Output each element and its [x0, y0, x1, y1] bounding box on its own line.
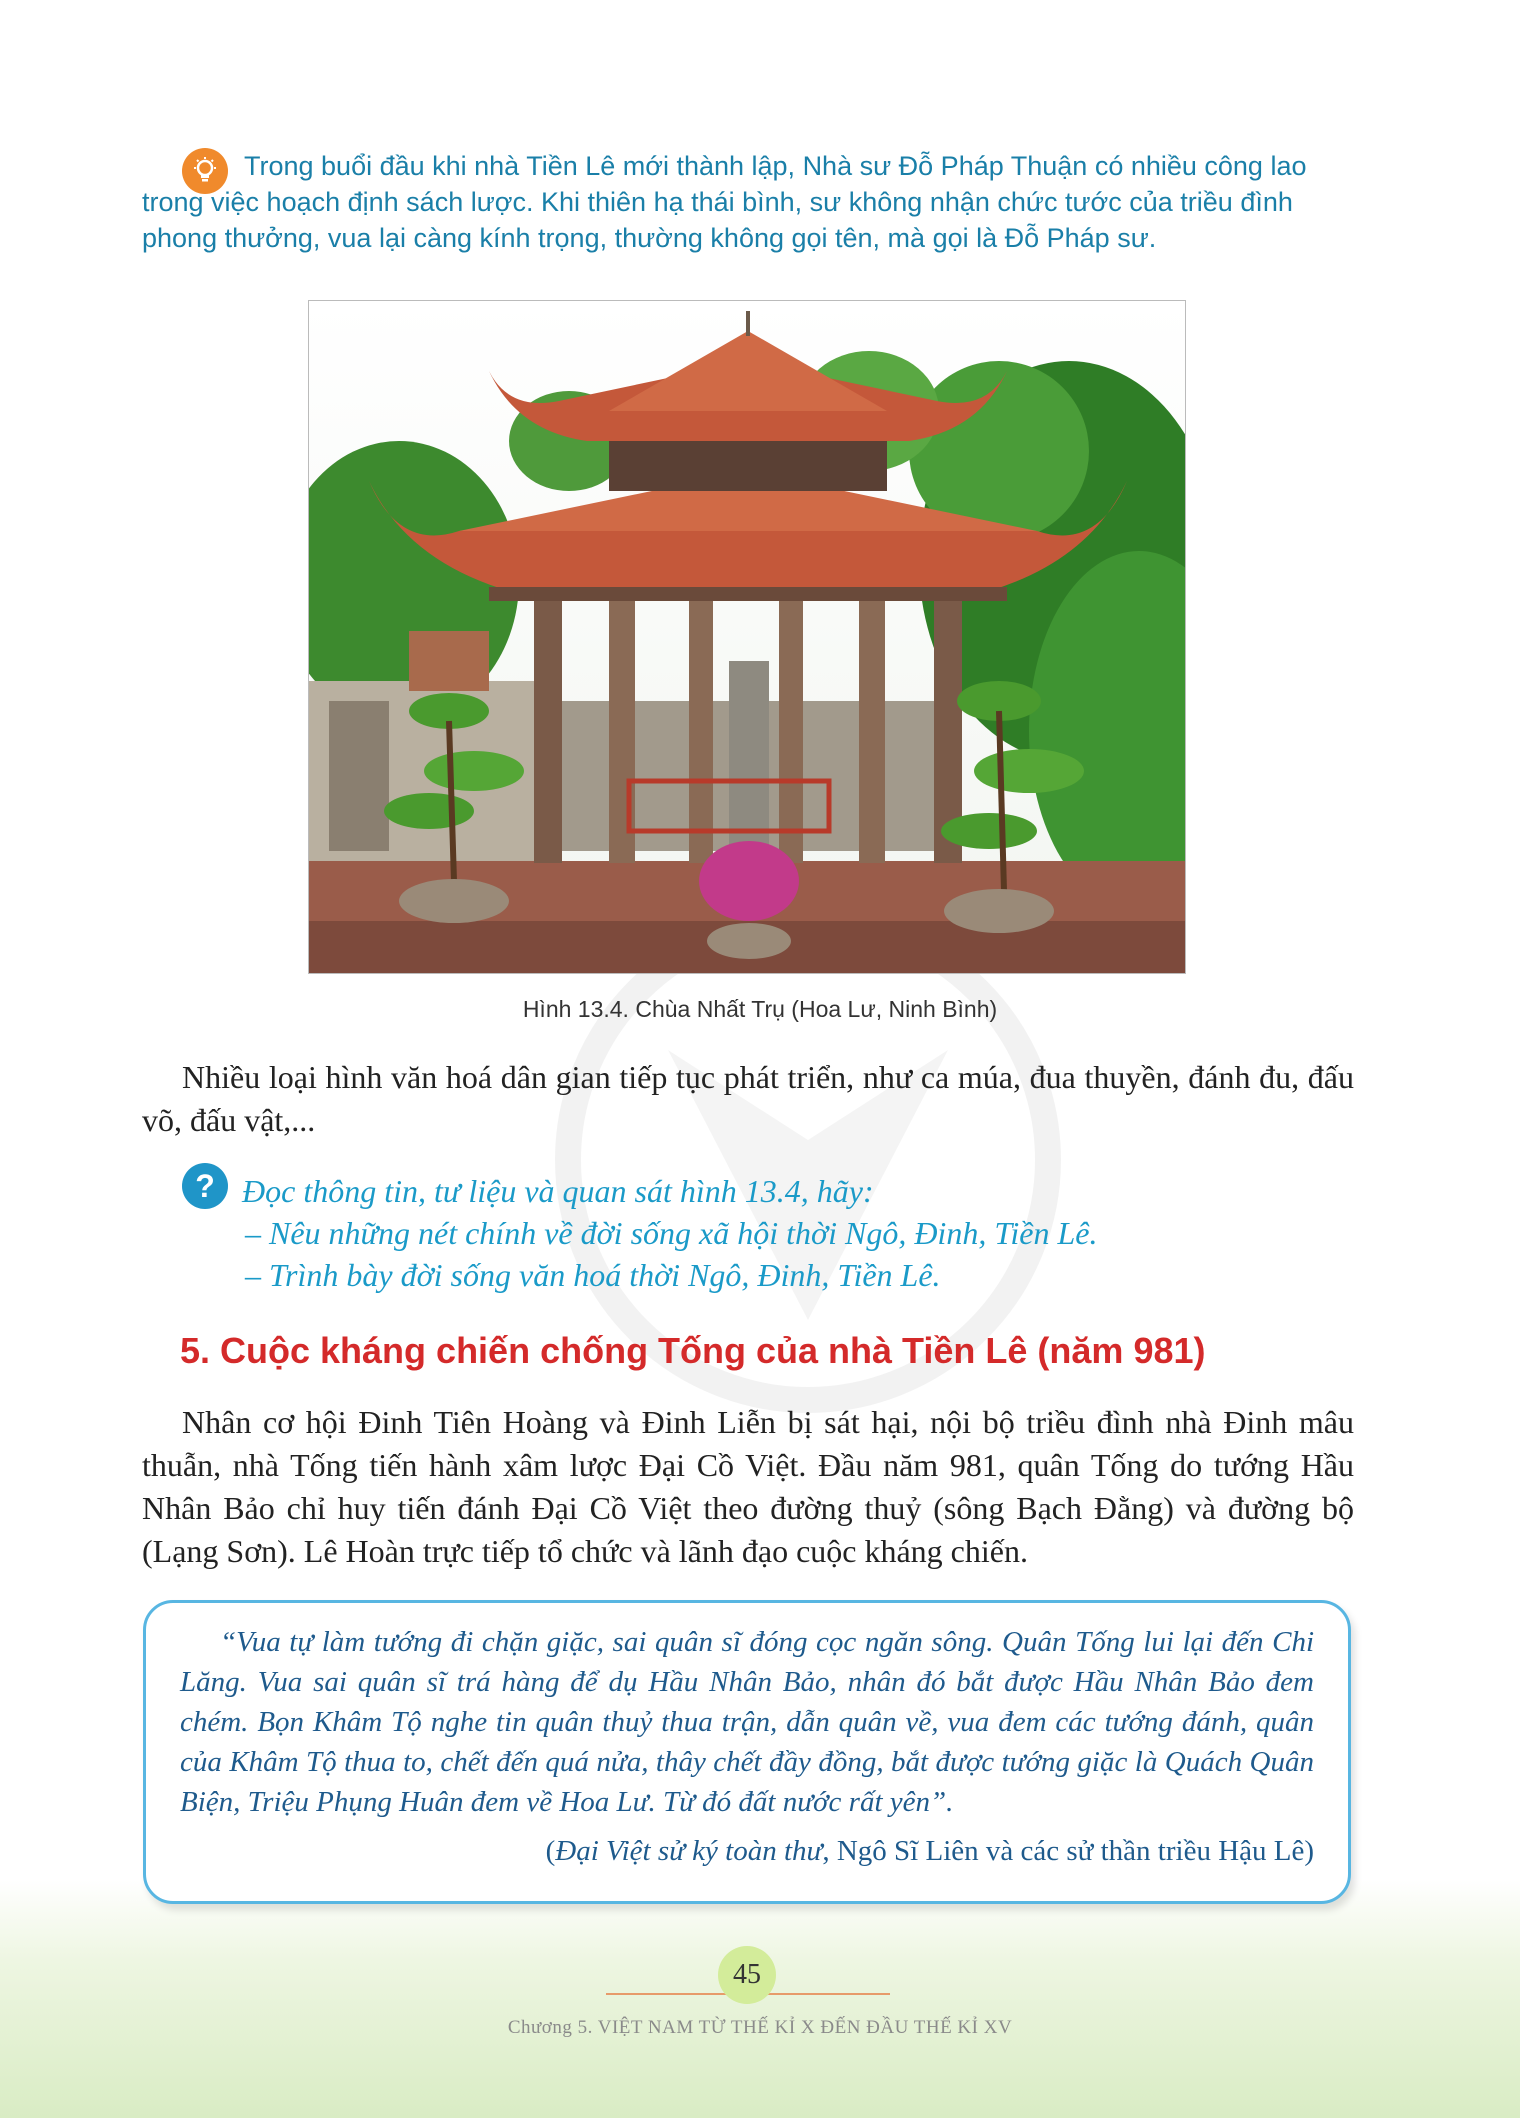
question-intro: Đọc thông tin, tư liệu và quan sát hình 13.4, hãy:	[242, 1173, 874, 1209]
quote-source-title: Đại Việt sử ký toàn thư	[555, 1835, 823, 1867]
tip-text: Trong buổi đầu khi nhà Tiền Lê mới thành lập, Nhà sư Đỗ Pháp Thuận có nhiều công lao trong việc hoạch định sách lược. Khi thiên hạ thái bình, sư không nhận chức tước của triều đình phong thưởng, vua lại càng kính trọng, thường không gọi tên, mà gọi là Đỗ Pháp sư.	[142, 151, 1307, 253]
temple-illustration	[309, 301, 1186, 974]
quote-source	[546, 1835, 1314, 1868]
question-item: – Trình bày đời sống văn hoá thời Ngô, Đinh, Tiền Lê.	[245, 1257, 941, 1293]
section-paragraph: Nhân cơ hội Đinh Tiên Hoàng và Đinh Liễn bị sát hại, nội bộ triều đình nhà Đinh mâu thuẫn, nhà Tống tiến hành xâm lược Đại Cồ Việt. Đầu năm 981, quân Tống do tướng Hầu Nhân Bảo chỉ huy tiến đánh Đại Cồ Việt theo đường thuỷ (sông Bạch Đằng) và đường bộ (Lạng Sơn). Lê Hoàn trực tiếp tổ chức và lãnh đạo cuộc kháng chiến.	[142, 1404, 1354, 1569]
question-icon: ?	[182, 1163, 228, 1209]
quote-source-open: (	[545, 1835, 556, 1867]
culture-paragraph: Nhiều loại hình văn hoá dân gian tiếp tục phát triển, như ca múa, đua thuyền, đánh đu, đấu võ, đấu vật,...	[142, 1059, 1354, 1138]
chapter-footer: Chương 5. VIỆT NAM TỪ THẾ KỈ X ĐẾN ĐẦU THẾ KỈ XV	[507, 2017, 1013, 2038]
tip-box	[142, 148, 1354, 256]
question-block	[242, 1170, 1342, 1296]
temple-photo	[308, 300, 1186, 974]
quote-text: “Vua tự làm tướng đi chặn giặc, sai quân sĩ đóng cọc ngăn sông. Quân Tống lui lại đến Chi Lăng. Vua sai quân sĩ trá hàng để dụ Hầu Nhân Bảo, nhân đó bắt được Hầu Nhân Bảo đem chém. Bọn Khâm Tộ nghe tin quân thuỷ thua trận, dẫn quân về, vua đem các tướng đánh, quân của Khâm Tộ thua to, chết đến quá nửa, thây chết đầy đồng, bắt được tướng giặc là Quách Quân Biện, Triệu Phụng Huân đem về Hoa Lư. Từ đó đất nước rất yên”.	[180, 1626, 1314, 1818]
quote-source-rest: , Ngô Sĩ Liên và các sử thần triều Hậu Lê)	[822, 1835, 1314, 1867]
question-item: – Nêu những nét chính về đời sống xã hội thời Ngô, Đinh, Tiền Lê.	[245, 1215, 1098, 1251]
figure-caption: Hình 13.4. Chùa Nhất Trụ (Hoa Lư, Ninh Bình)	[522, 996, 998, 1022]
section-heading: 5. Cuộc kháng chiến chống Tống của nhà Tiền Lê (năm 981)	[180, 1330, 1206, 1371]
page-number: 45	[718, 1946, 776, 2004]
